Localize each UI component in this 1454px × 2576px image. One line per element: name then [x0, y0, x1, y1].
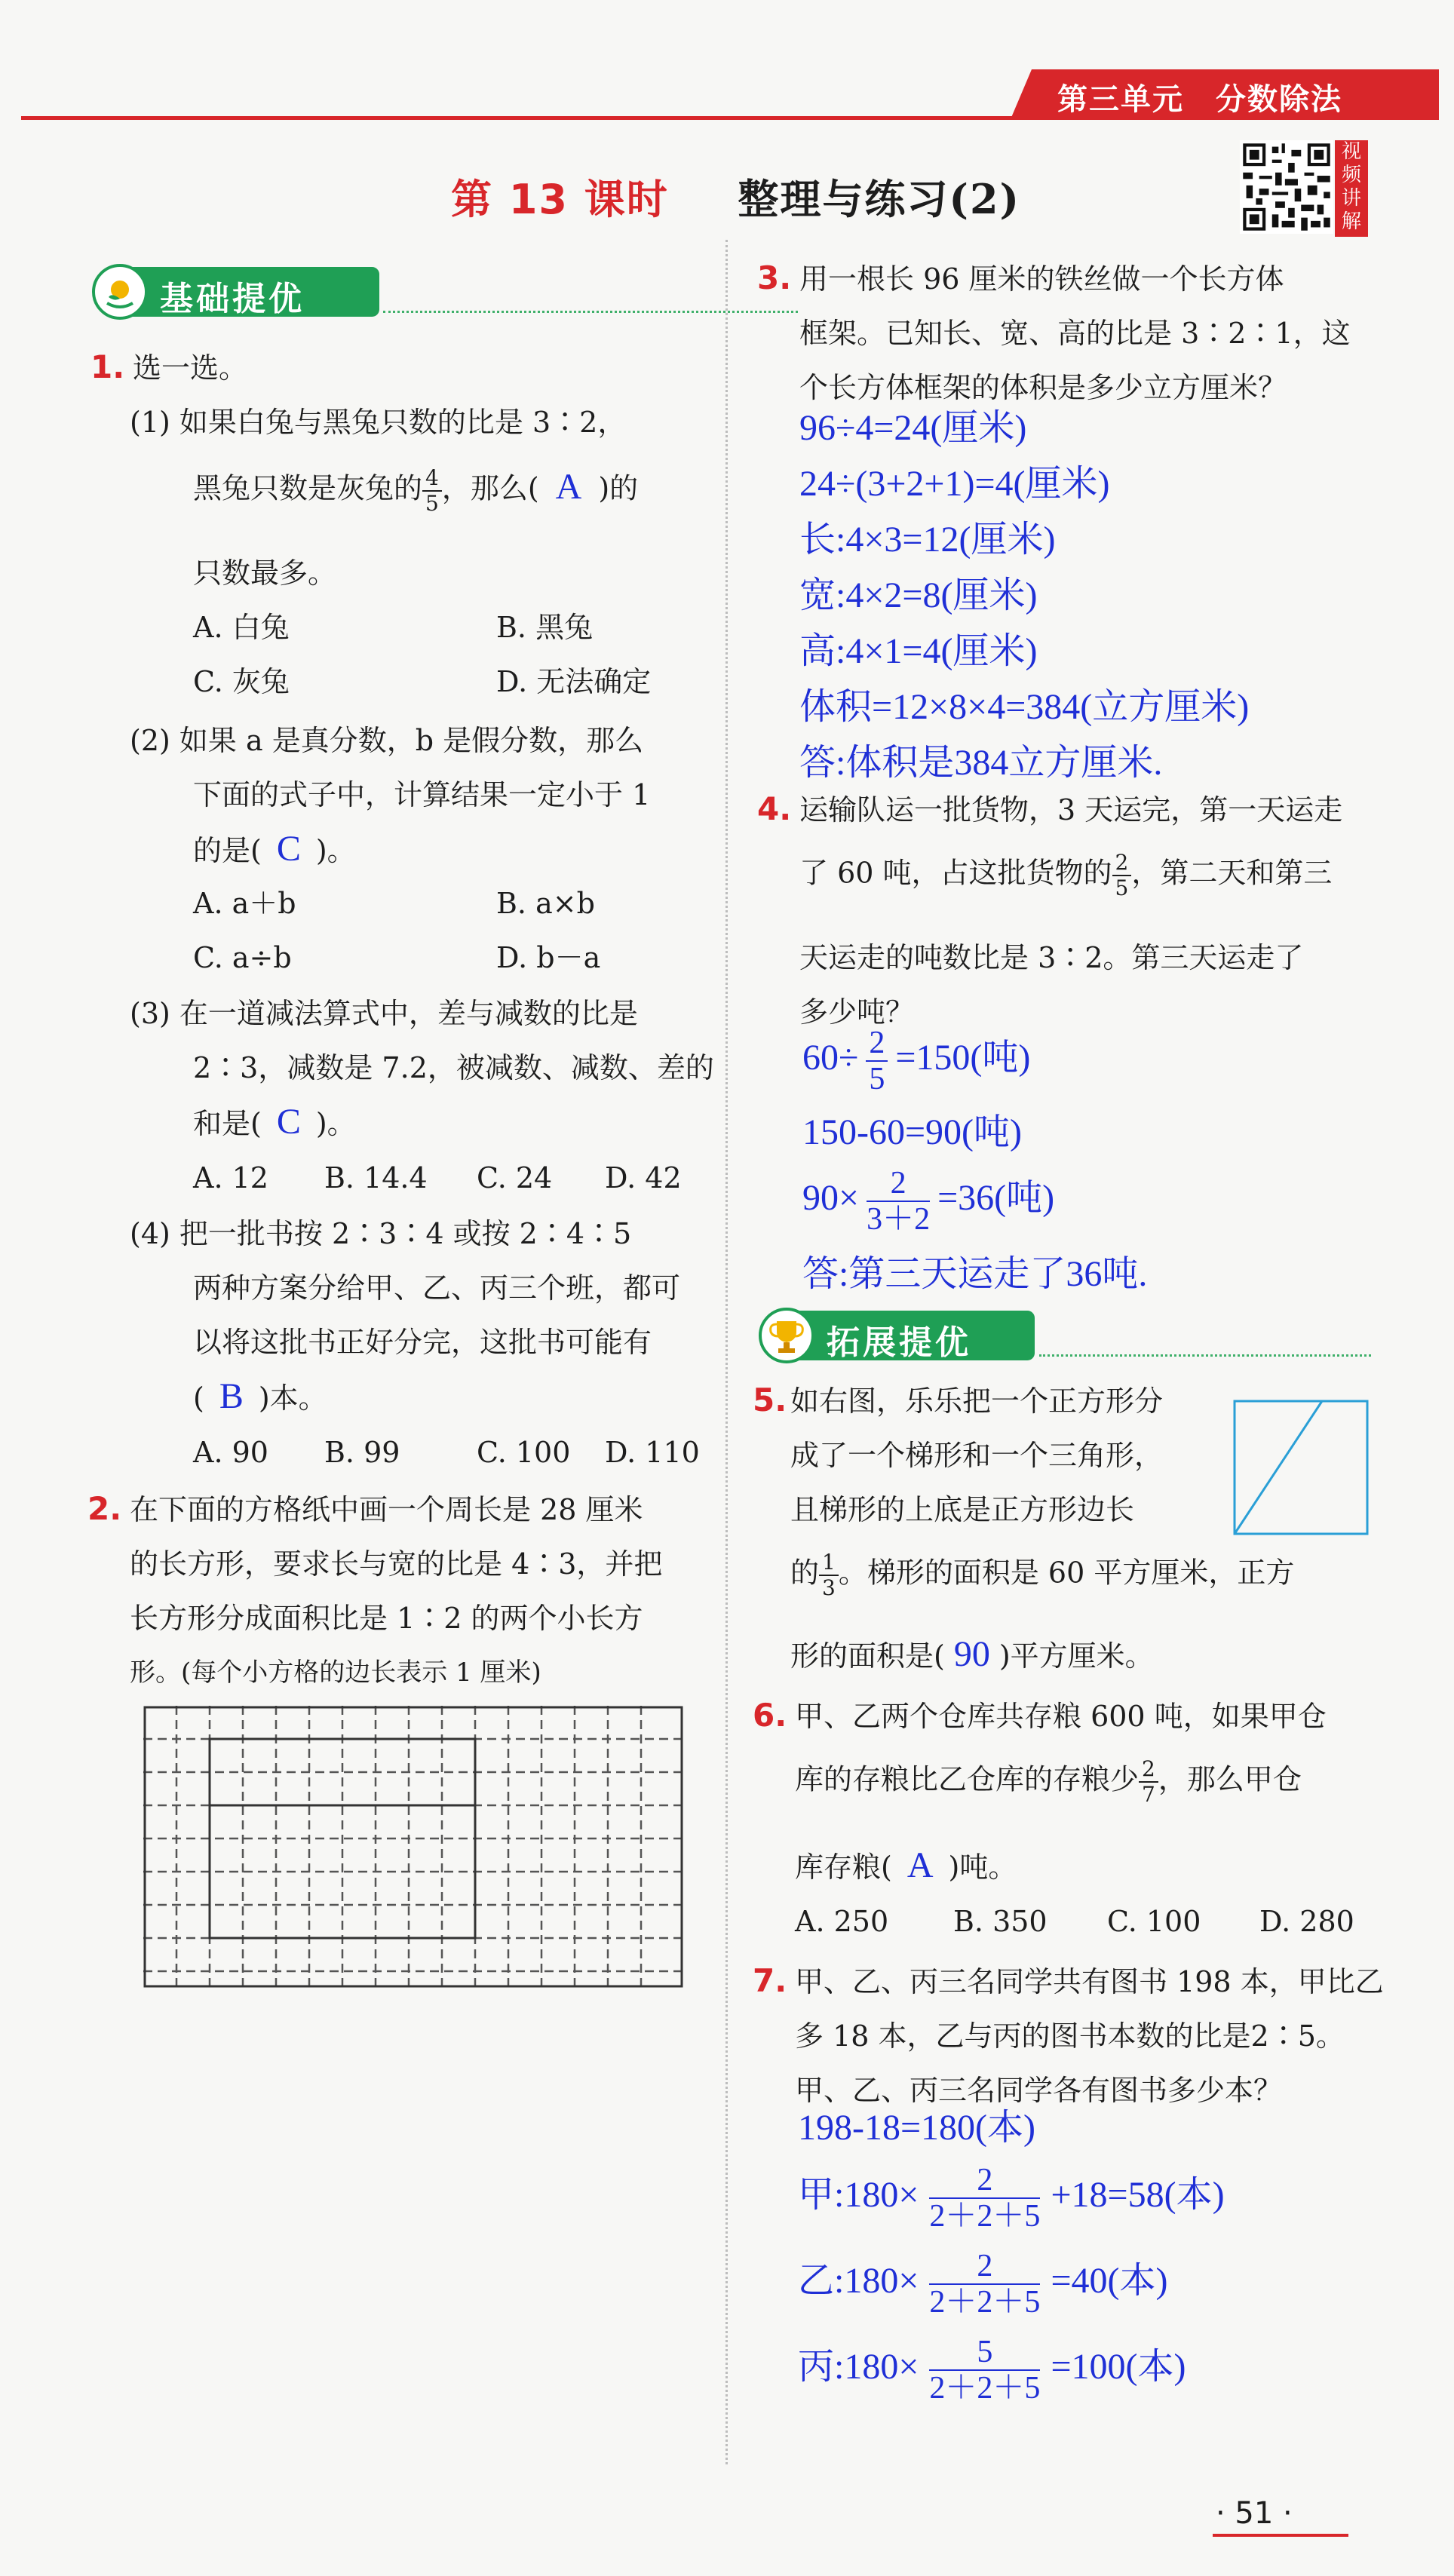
q1-1-line1: (1) 如果白兔与黑兔只数的比是 3∶2，	[130, 406, 627, 439]
q6-answer[interactable]: A	[906, 1845, 934, 1885]
q7-answer-4	[798, 2336, 1186, 2404]
q2-line2: 的长方形，要求长与宽的比是 4∶3，并把	[130, 1547, 663, 1581]
section-banner-basic	[97, 267, 707, 320]
text: +18=58(本)	[1051, 2175, 1225, 2216]
text: )。	[315, 1107, 356, 1140]
q1-4-line4	[193, 1376, 327, 1416]
denominator: 5	[425, 491, 439, 516]
fraction	[867, 1167, 930, 1235]
section-extended-title: 拓展提优	[827, 1323, 971, 1362]
q1-2-line1: (2) 如果 a 是真分数，b 是假分数，那么	[130, 724, 644, 757]
q4-answer-1	[802, 1027, 1030, 1095]
grid-paper[interactable]	[143, 1706, 683, 1988]
text: 库存粮(	[795, 1851, 892, 1884]
q1-2-option-c: C. a÷b	[193, 941, 292, 974]
text: 丙:180×	[798, 2347, 919, 2387]
text: 甲:180×	[798, 2175, 919, 2216]
q6-option-a: A. 250	[795, 1905, 889, 1938]
q5-line5	[790, 1634, 1154, 1674]
q3-answer-4: 宽:4×2=8(厘米)	[799, 575, 1038, 615]
text: =150(吨)	[895, 1038, 1031, 1078]
text: 90×	[802, 1178, 860, 1219]
text: =40(本)	[1051, 2261, 1168, 2302]
q4-line4: 多少吨？	[799, 995, 915, 1029]
sprout-icon	[92, 264, 148, 320]
q6-line1: 甲、乙两个仓库共存粮 600 吨，如果甲仓	[795, 1700, 1327, 1733]
denominator: 5	[1115, 876, 1129, 900]
q1-1-option-a: A. 白兔	[193, 611, 290, 644]
lesson-title	[451, 167, 1020, 225]
text: ，那么甲仓	[1158, 1762, 1302, 1796]
q1-2-answer[interactable]: C	[276, 829, 301, 869]
fraction	[929, 2336, 1040, 2404]
q1-4-line1: (4) 把一批书按 2∶3∶4 或按 2∶4∶5	[130, 1217, 632, 1250]
q3-answer-1: 96÷4=24(厘米)	[799, 408, 1027, 448]
text: =100(本)	[1051, 2347, 1186, 2387]
text: =36(吨)	[937, 1178, 1055, 1219]
denominator: 2＋2＋5	[929, 2371, 1041, 2406]
numerator: 4	[422, 468, 442, 492]
q2-line4: 形。(每个小方格的边长表示 1 厘米)	[130, 1658, 541, 1688]
q2-number: 2.	[87, 1490, 122, 1527]
q3-line3: 个长方体框架的体积是多少立方厘米？	[799, 371, 1287, 404]
q3-number: 3.	[757, 259, 792, 296]
q5-line2: 成了一个梯形和一个三角形，	[790, 1439, 1164, 1472]
q1-1-option-c: C. 灰兔	[193, 665, 290, 698]
q1-4-line2: 两种方案分给甲、乙、丙三个班，都可	[193, 1271, 681, 1305]
text: )的	[598, 471, 639, 505]
q1-3-line1: (3) 在一道减法算式中，差与减数的比是	[130, 997, 638, 1030]
q6-line3	[795, 1845, 1017, 1885]
q1-2-option-a: A. a＋b	[193, 887, 296, 920]
denominator: 7	[1142, 1782, 1155, 1807]
q7-line2: 多 18 本，乙与丙的图书本数的比是2∶5。	[795, 2019, 1345, 2053]
q5-line4	[790, 1552, 1294, 1599]
denominator: 3	[822, 1575, 836, 1600]
q5-answer[interactable]: 90	[953, 1634, 990, 1674]
fraction	[1112, 852, 1132, 899]
q6-option-c: C. 100	[1107, 1905, 1201, 1938]
q5-line1: 如右图，乐乐把一个正方形分	[790, 1385, 1164, 1418]
text: 和是(	[193, 1107, 262, 1140]
lesson-prefix: 第	[451, 175, 493, 223]
q3-line2: 框架。已知长、宽、高的比是 3∶2∶1，这	[799, 317, 1351, 350]
text: 的	[790, 1556, 820, 1590]
q6-option-d: D. 280	[1259, 1905, 1354, 1938]
fraction	[422, 465, 442, 516]
text: )平方厘米。	[998, 1639, 1154, 1673]
q5-line3: 且梯形的上底是正方形边长	[790, 1493, 1135, 1526]
q1-1-option-b: B. 黑兔	[496, 611, 594, 644]
q7-line1: 甲、乙、丙三名同学共有图书 198 本，甲比乙	[795, 1965, 1384, 1998]
section-banner-extended	[763, 1311, 1374, 1363]
q3-answer-3: 长:4×3=12(厘米)	[799, 520, 1056, 560]
fraction	[1139, 1756, 1158, 1807]
q7-number: 7.	[753, 1962, 787, 1999]
q1-2-line2: 下面的式子中，计算结果一定小于 1	[193, 778, 651, 811]
text: 60÷	[802, 1038, 859, 1078]
q6-number: 6.	[753, 1697, 787, 1734]
text: 黑兔只数是灰兔的	[193, 471, 423, 505]
q3-answer-6: 体积=12×8×4=384(立方厘米)	[799, 687, 1250, 727]
q1-1-line2	[193, 465, 639, 516]
text: )。	[315, 834, 356, 867]
q1-1-answer[interactable]: A	[555, 466, 582, 507]
lesson-suffix: 课时	[584, 175, 669, 223]
q7-answer-1: 198-18=180(本)	[798, 2108, 1036, 2148]
q4-answer-4: 答:第三天运走了36吨.	[802, 1254, 1148, 1294]
q1-number: 1.	[90, 348, 125, 385]
q1-4-option-a: A. 90	[193, 1436, 268, 1469]
numerator: 2	[866, 1027, 888, 1062]
q4-line2	[799, 852, 1332, 899]
q1-4-option-c: C. 100	[477, 1436, 571, 1469]
q1-3-answer[interactable]: C	[276, 1102, 301, 1142]
q1-3-option-b: B. 14.4	[324, 1161, 428, 1194]
square-trapezoid-figure	[1233, 1400, 1369, 1535]
q4-line3: 天运走的吨数比是 3∶2。第三天运走了	[799, 941, 1304, 974]
fraction	[929, 2164, 1040, 2232]
numerator: 2	[867, 1167, 930, 1202]
q1-3-option-c: C. 24	[477, 1161, 553, 1194]
fraction	[819, 1552, 839, 1599]
text: )本。	[258, 1382, 327, 1415]
lesson-number: 13	[508, 176, 569, 223]
text: 的是(	[193, 834, 262, 867]
numerator: 2	[929, 2250, 1040, 2285]
numerator: 2	[1112, 852, 1132, 876]
q1-4-line3: 以将这批书正好分完，这批书可能有	[193, 1326, 652, 1359]
fraction	[929, 2250, 1040, 2318]
unit-title: 第三单元 分数除法	[1057, 82, 1342, 117]
lesson-name: 整理与练习(2)	[738, 175, 1021, 223]
q1-title: 选一选。	[133, 351, 248, 385]
page-number: · 51 ·	[1216, 2496, 1293, 2531]
text: 。梯形的面积是 60 平方厘米，正方	[838, 1556, 1295, 1590]
q4-line1: 运输队运一批货物，3 天运完，第一天运走	[799, 793, 1343, 826]
video-label: 视频讲解	[1335, 140, 1368, 237]
numerator: 2	[1139, 1759, 1158, 1783]
q4-answer-3	[802, 1167, 1054, 1235]
q1-4-option-d: D. 110	[605, 1436, 700, 1469]
section-basic-title: 基础提优	[160, 280, 305, 318]
q1-1-option-d: D. 无法确定	[496, 665, 652, 698]
trophy-icon	[759, 1308, 814, 1363]
qr-code-icon[interactable]	[1240, 140, 1333, 234]
q1-2-line3	[193, 829, 356, 869]
denominator: 3＋2	[867, 1202, 931, 1237]
denominator: 2＋2＋5	[929, 2199, 1041, 2234]
q6-option-b: B. 350	[953, 1905, 1048, 1938]
text: ，第二天和第三	[1131, 856, 1333, 890]
q7-line3: 甲、乙、丙三名同学各有图书多少本？	[795, 2074, 1283, 2107]
q5-number: 5.	[753, 1382, 787, 1418]
q4-answer-2: 150-60=90(吨)	[802, 1112, 1023, 1152]
column-divider	[725, 240, 728, 2464]
q2-line3: 长方形分成面积比是 1∶2 的两个小长方	[130, 1602, 643, 1635]
text: (	[193, 1382, 204, 1415]
text: 库的存粮比乙仓库的存粮少	[795, 1762, 1140, 1796]
numerator: 2	[929, 2164, 1040, 2199]
q3-answer-2: 24÷(3+2+1)=4(厘米)	[799, 464, 1110, 504]
q1-4-answer[interactable]: B	[219, 1376, 244, 1416]
q7-answer-2	[798, 2164, 1225, 2232]
q4-number: 4.	[757, 790, 792, 827]
denominator: 5	[869, 1062, 885, 1096]
q6-line2	[795, 1756, 1302, 1807]
q1-1-line3: 只数最多。	[193, 557, 337, 590]
q1-3-option-a: A. 12	[193, 1161, 268, 1194]
q3-line1: 用一根长 96 厘米的铁丝做一个长方体	[799, 262, 1284, 296]
text: 乙:180×	[798, 2261, 919, 2302]
numerator: 5	[929, 2336, 1040, 2371]
q3-answer-5: 高:4×1=4(厘米)	[799, 631, 1038, 671]
q2-line1: 在下面的方格纸中画一个周长是 28 厘米	[130, 1493, 643, 1526]
q1-4-option-b: B. 99	[324, 1436, 400, 1469]
text: 形的面积是(	[790, 1639, 945, 1673]
text: 了 60 吨，占这批货物的	[799, 856, 1112, 890]
q1-3-line2: 2∶3，减数是 7.2，被减数、减数、差的	[193, 1051, 714, 1084]
q1-3-line3	[193, 1102, 356, 1142]
fraction	[866, 1027, 888, 1095]
text: )吨。	[948, 1851, 1017, 1884]
q1-3-option-d: D. 42	[605, 1161, 682, 1194]
footer-rule	[1213, 2534, 1348, 2537]
q1-2-option-b: B. a×b	[496, 887, 595, 920]
text: ，那么(	[441, 471, 539, 505]
numerator: 1	[819, 1552, 839, 1576]
denominator: 2＋2＋5	[929, 2285, 1041, 2320]
q1-2-option-d: D. b－a	[496, 941, 601, 974]
q7-answer-3	[798, 2250, 1167, 2318]
q3-answer-7: 答:体积是384立方厘米.	[799, 743, 1163, 783]
